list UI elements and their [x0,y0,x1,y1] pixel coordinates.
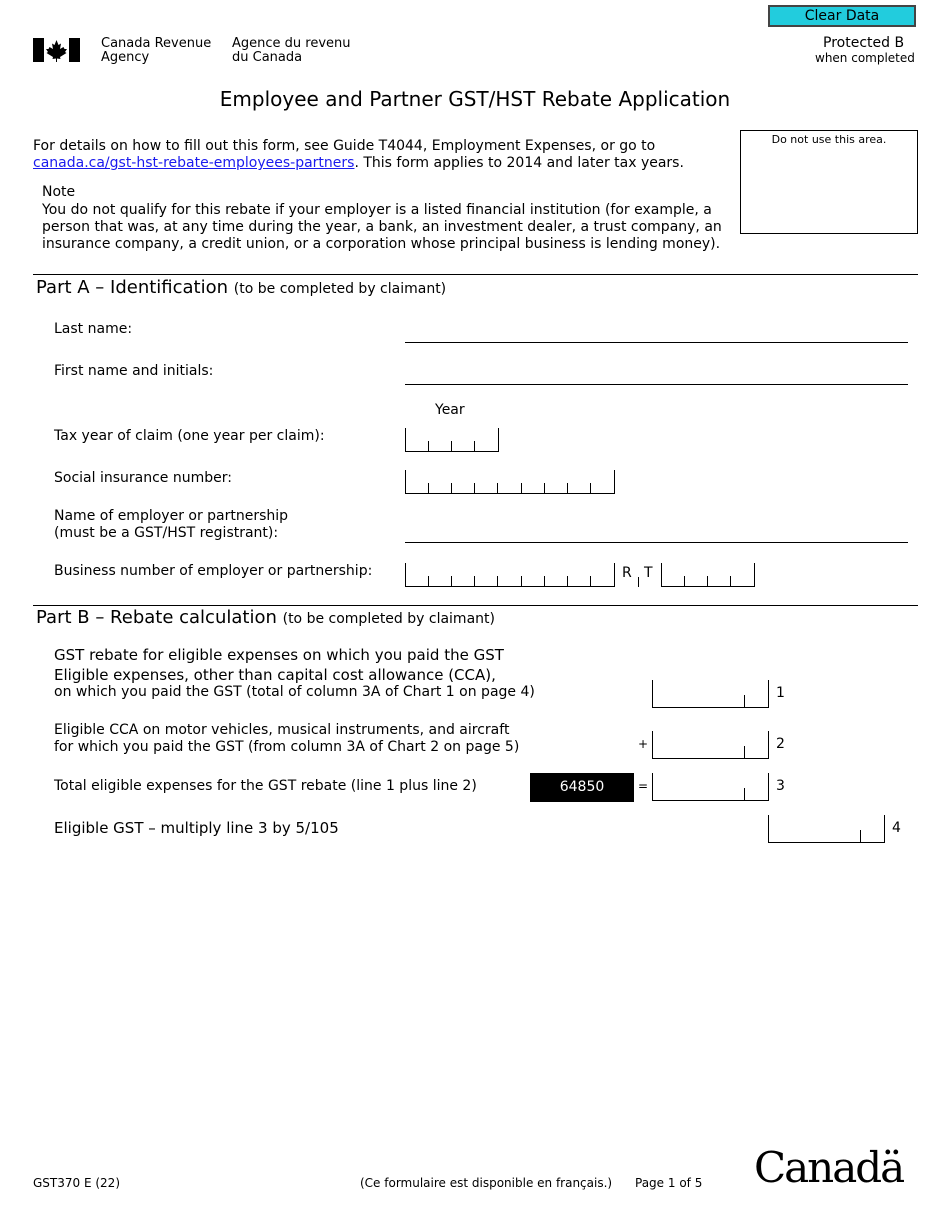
business-number-label: Business number of employer or partnership: [54,563,373,579]
note-heading: Note [42,184,76,200]
agency-name-fr: Agence du revenu du Canada [232,36,351,65]
office-use-box [740,130,918,234]
line2-description: Eligible CCA on motor vehicles, musical instruments, and aircraft for which you paid the GST (from column 3A of Chart 2 on page 5) [54,722,520,755]
sin-input[interactable] [405,470,615,494]
line4-amount-input[interactable] [768,815,885,843]
canada-flag-icon [33,38,80,62]
year-column-header: Year [435,402,465,418]
line3-equals-sign: = [638,779,649,793]
program-account-input[interactable] [661,563,755,587]
rt-letter-r: R [622,565,632,581]
part-a-divider [33,274,918,275]
last-name-label: Last name: [54,321,133,337]
page-number: Page 1 of 5 [635,1176,703,1190]
part-b-divider [33,605,918,606]
line1-number: 1 [776,685,785,701]
line3-description: Total eligible expenses for the GST rebate (line 1 plus line 2) [54,778,477,794]
line1-amount-input[interactable] [652,680,769,708]
last-name-input[interactable] [405,322,908,343]
employer-name-label: Name of employer or partnership (must be a GST/HST registrant): [54,508,289,541]
guide-link[interactable]: canada.ca/gst-hst-rebate-employees-partners [33,155,355,171]
line3-code-box: 64850 [530,773,634,802]
french-availability-note: (Ce formulaire est disponible en français.) [360,1176,613,1190]
line3-amount-input[interactable] [652,773,769,801]
tax-year-input[interactable] [405,428,499,452]
line2-number: 2 [776,736,785,752]
first-name-label: First name and initials: [54,363,214,379]
part-a-heading: Part A – Identification (to be completed by claimant) [36,277,447,298]
line4-description: Eligible GST – multiply line 3 by 5/105 [54,819,339,837]
employer-name-input[interactable] [405,522,908,543]
first-name-input[interactable] [405,364,908,385]
line3-number: 3 [776,778,785,794]
rt-letter-t: T [644,565,653,581]
canada-wordmark: Canadä [754,1143,904,1192]
line2-amount-input[interactable] [652,731,769,759]
sin-label: Social insurance number: [54,470,232,486]
line4-number: 4 [892,820,901,836]
clear-data-button[interactable]: Clear Data [768,5,916,27]
office-use-label: Do not use this area. [771,133,887,146]
intro-text: For details on how to fill out this form, see Guide T4044, Employment Expenses, or go to canada.ca/gst-hst-rebate-employees-partners. This form applies to 2014 and later tax years. [33,138,684,171]
when-completed-label: when completed [815,51,915,65]
part-b-heading: Part B – Rebate calculation (to be completed by claimant) [36,607,495,628]
line1-description: Eligible expenses, other than capital cost allowance (CCA), on which you paid the GST (total of column 3A of Chart 1 on page 4) [54,666,535,700]
gst-section-heading: GST rebate for eligible expenses on which you paid the GST [54,646,504,664]
protected-label: Protected B [823,35,905,51]
page-title: Employee and Partner GST/HST Rebate Application [219,87,731,111]
agency-name-en: Canada Revenue Agency [101,36,212,65]
business-number-input[interactable] [405,563,615,587]
line2-plus-sign: + [638,737,649,751]
tax-year-label: Tax year of claim (one year per claim): [54,428,325,444]
rt-separator [638,577,639,587]
note-text: You do not qualify for this rebate if your employer is a listed financial institution (for example, a person that was, at any time during the year, a bank, an investment dealer, a trust company, an insurance company, a credit union, or a corporation whose principal business is lending money). [42,202,722,252]
form-identifier: GST370 E (22) [33,1176,120,1190]
